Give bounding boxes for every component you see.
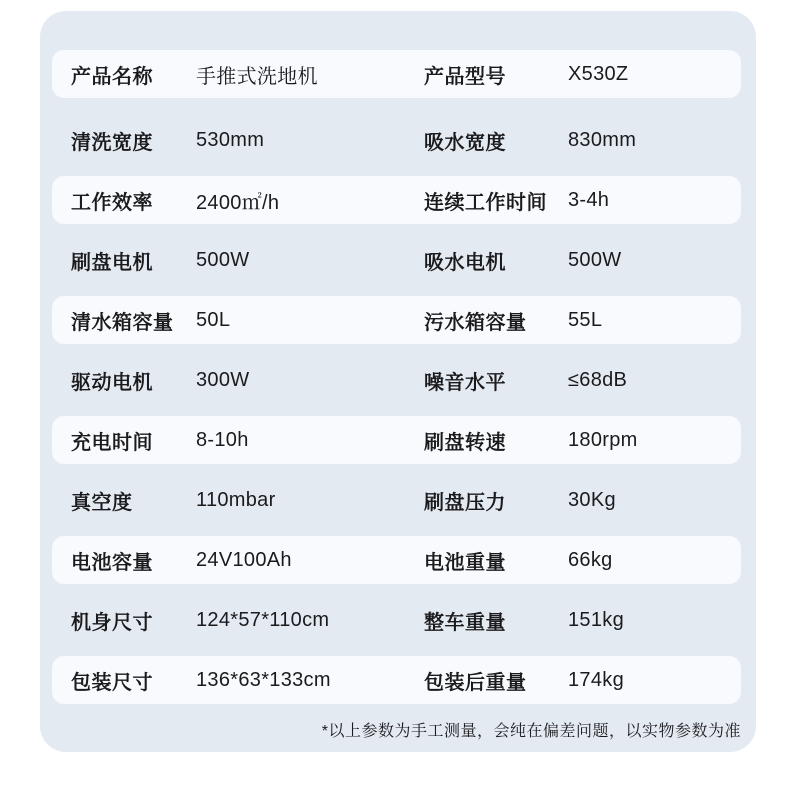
spec-label: 清洗宽度 <box>71 131 153 154</box>
spec-row <box>52 656 741 704</box>
spec-label: 刷盘转速 <box>424 431 506 454</box>
measurement-disclaimer: *以上参数为手工测量，会纯在偏差问题，以实物参数为准 <box>321 723 741 740</box>
spec-label: 产品名称 <box>71 65 153 88</box>
spec-value: 66kg <box>568 548 613 571</box>
spec-value: 50L <box>196 308 231 331</box>
spec-value: X530Z <box>568 62 629 85</box>
spec-value: 手推式洗地机 <box>196 65 318 88</box>
spec-value: 830mm <box>568 128 637 151</box>
spec-label: 电池重量 <box>424 551 506 574</box>
spec-label: 清水箱容量 <box>71 311 174 334</box>
spec-label: 包装后重量 <box>424 671 527 694</box>
spec-label: 产品型号 <box>424 65 506 88</box>
spec-value: 174kg <box>568 668 624 691</box>
spec-label: 包装尺寸 <box>71 671 153 694</box>
spec-label: 机身尺寸 <box>71 611 153 634</box>
spec-value: 2400㎡/h <box>196 191 280 214</box>
spec-value: 8-10h <box>196 428 249 451</box>
spec-row <box>52 176 741 224</box>
spec-value: 180rpm <box>568 428 638 451</box>
spec-label: 电池容量 <box>71 551 153 574</box>
spec-value: 3-4h <box>568 188 610 211</box>
spec-row <box>52 296 741 344</box>
spec-value: 300W <box>196 368 250 391</box>
spec-value: 110mbar <box>196 488 276 511</box>
spec-row <box>52 116 741 164</box>
spec-value: 55L <box>568 308 603 331</box>
spec-row <box>52 536 741 584</box>
spec-row <box>52 476 741 524</box>
spec-label: 工作效率 <box>71 191 153 214</box>
spec-label: 连续工作时间 <box>424 191 547 214</box>
spec-label: 污水箱容量 <box>424 311 527 334</box>
spec-row <box>52 416 741 464</box>
spec-value: 136*63*133cm <box>196 668 331 691</box>
spec-label: 刷盘压力 <box>424 491 506 514</box>
spec-value: 500W <box>196 248 250 271</box>
spec-row <box>52 50 741 98</box>
spec-label: 整车重量 <box>424 611 506 634</box>
spec-label: 刷盘电机 <box>71 251 153 274</box>
spec-value: 530mm <box>196 128 265 151</box>
spec-label: 真空度 <box>71 491 133 514</box>
product-spec-card <box>40 11 756 752</box>
spec-label: 噪音水平 <box>424 371 506 394</box>
spec-value: 30Kg <box>568 488 616 511</box>
spec-label: 吸水宽度 <box>424 131 506 154</box>
spec-value: 151kg <box>568 608 624 631</box>
spec-row <box>52 596 741 644</box>
spec-row <box>52 356 741 404</box>
spec-value: 124*57*110cm <box>196 608 330 631</box>
spec-value: ≤68dB <box>568 368 628 391</box>
spec-row <box>52 236 741 284</box>
spec-value: 24V100Ah <box>196 548 292 571</box>
spec-label: 吸水电机 <box>424 251 506 274</box>
spec-label: 驱动电机 <box>71 371 153 394</box>
spec-label: 充电时间 <box>71 431 153 454</box>
spec-value: 500W <box>568 248 622 271</box>
